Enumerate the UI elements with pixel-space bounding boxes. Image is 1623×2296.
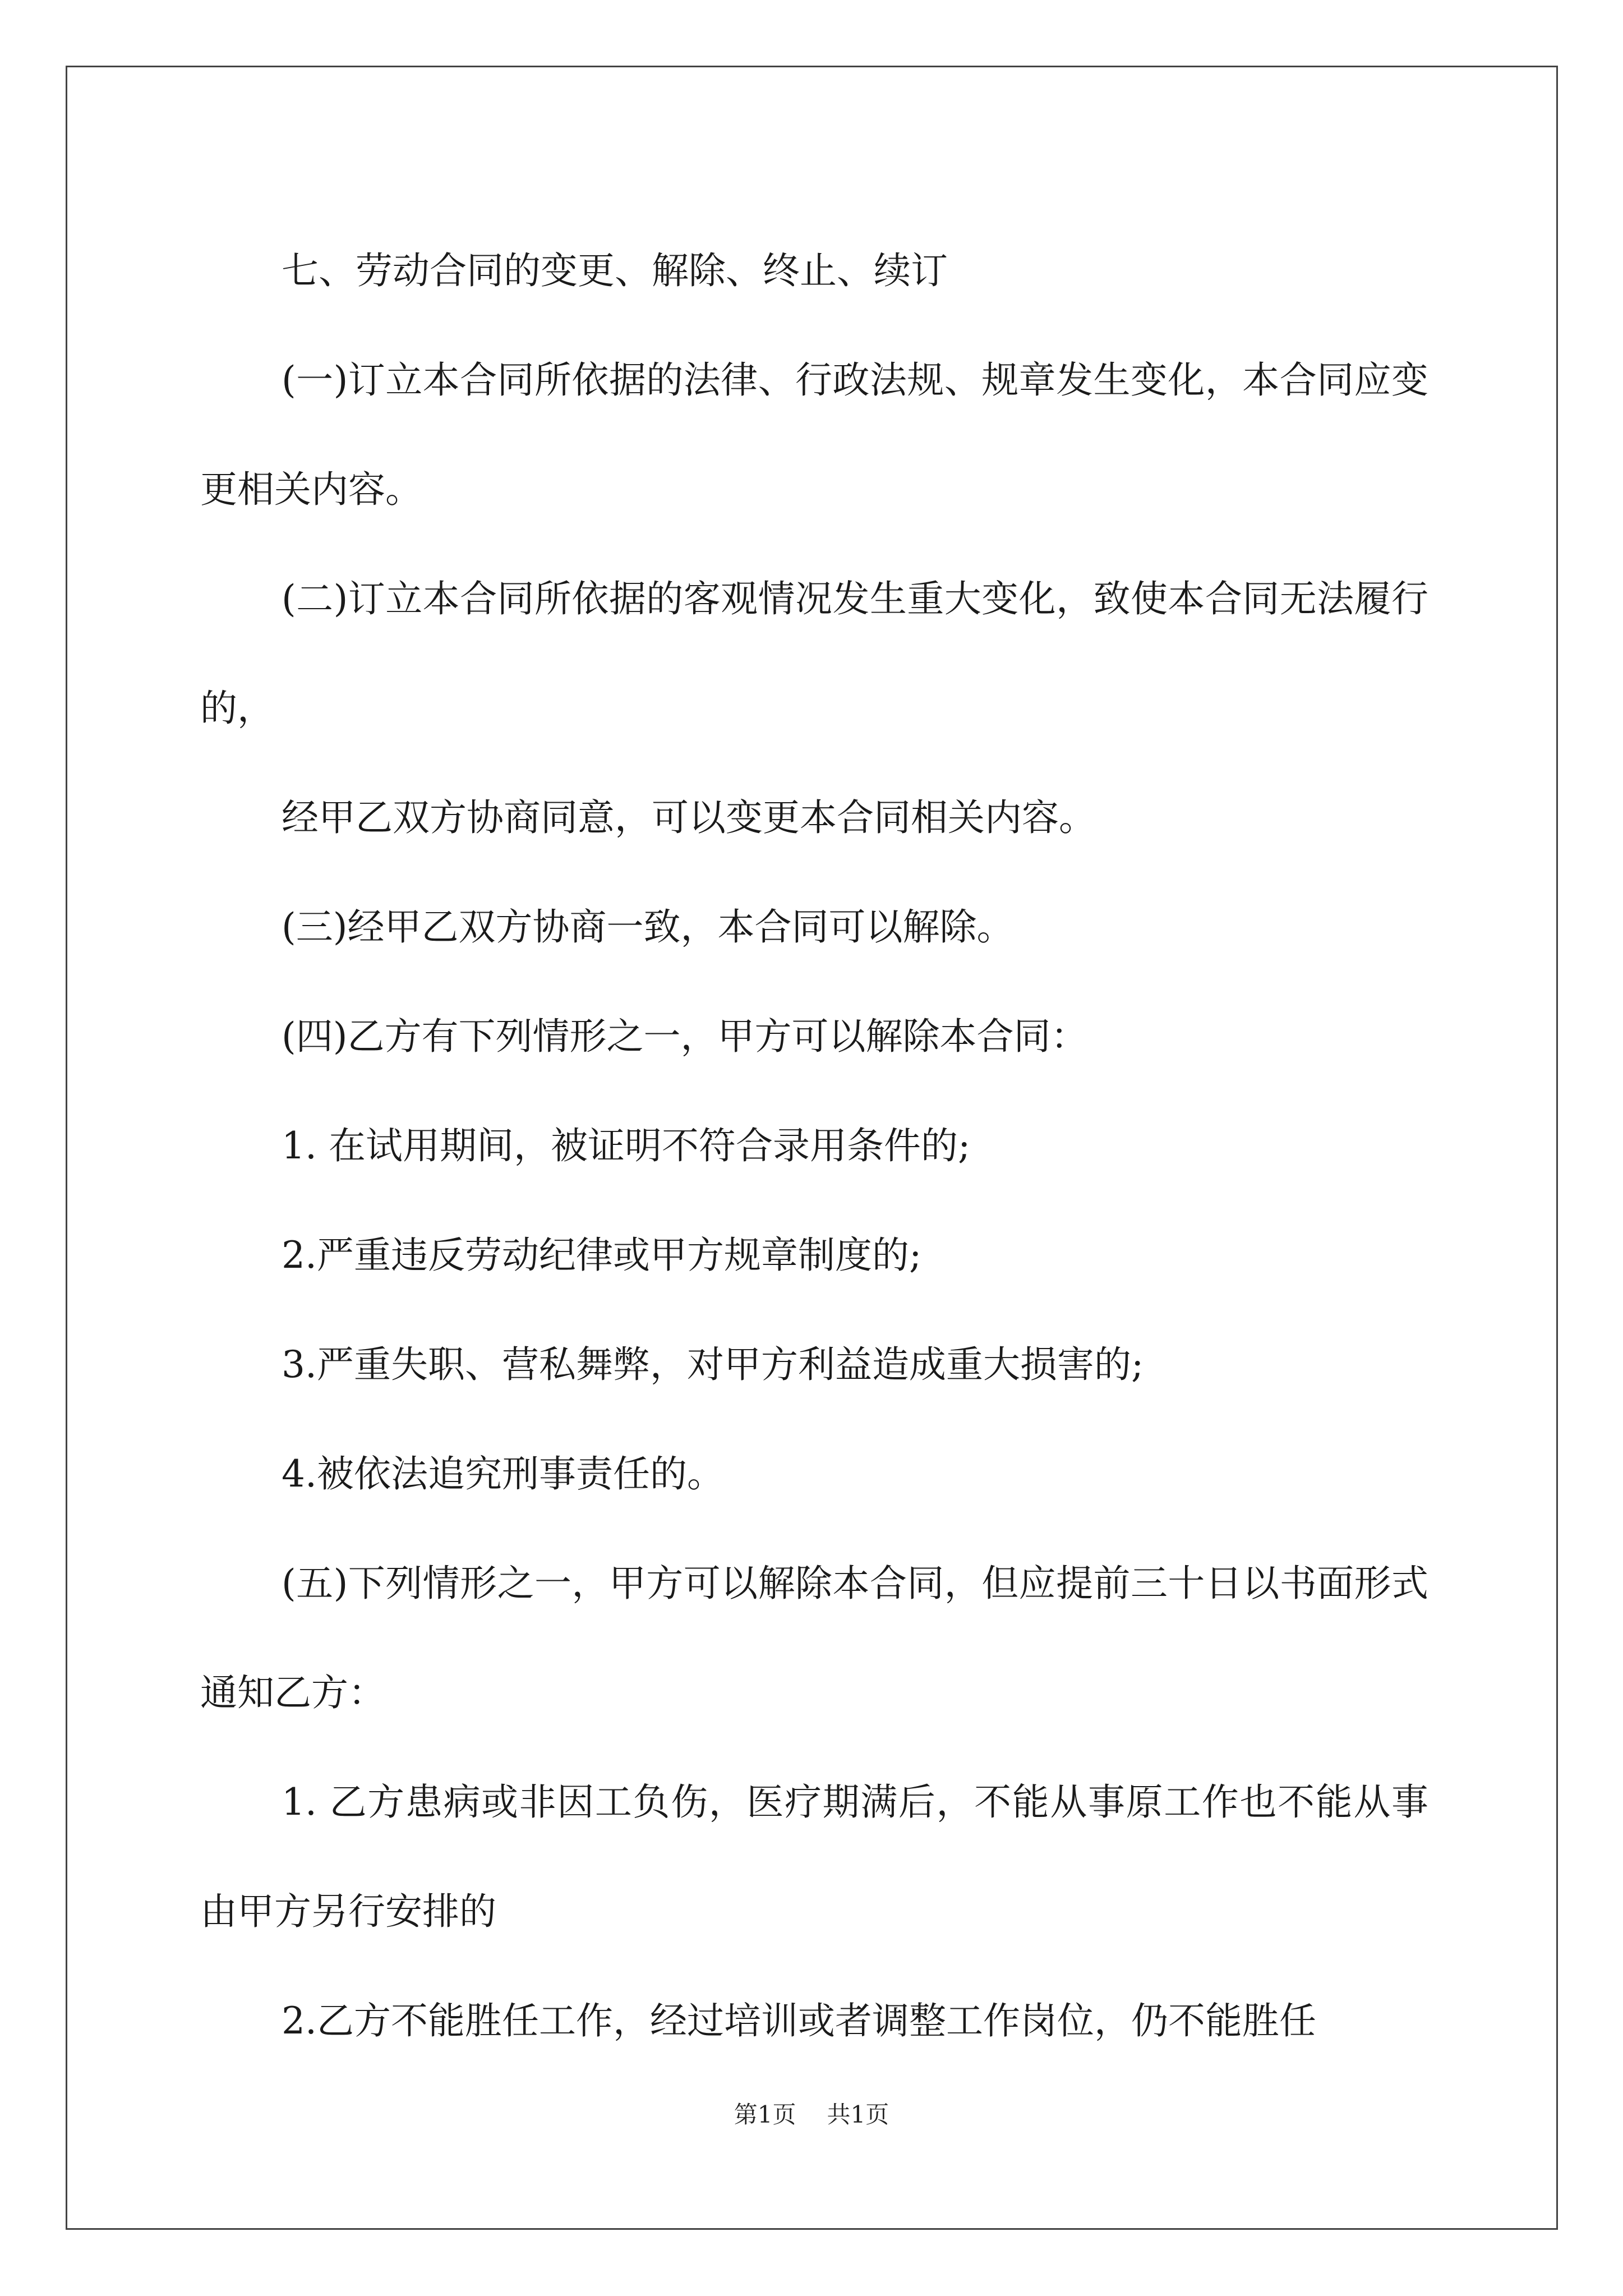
list-item: 2.严重违反劳动纪律或甲方规章制度的; xyxy=(282,1234,922,1277)
list-item: 2.乙方不能胜任工作，经过培训或者调整工作岗位，仍不能胜任 xyxy=(282,1999,1316,2042)
page-footer xyxy=(0,2098,1623,2132)
page-total: 共1页 xyxy=(827,2101,889,2128)
paragraph: (五)下列情形之一，甲方可以解除本合同，但应提前三十日以书面形式通知乙方： xyxy=(200,1562,1428,1714)
list-item: 3.严重失职、营私舞弊，对甲方利益造成重大损害的; xyxy=(282,1343,1144,1386)
list-item: 1. 在试用期间，被证明不符合录用条件的; xyxy=(282,1124,971,1167)
document-body xyxy=(200,216,1428,2076)
paragraph: (三)经甲乙双方协商一致，本合同可以解除。 xyxy=(282,905,1014,949)
list-item: 1. 乙方患病或非因工负伤，医疗期满后，不能从事原工作也不能从事由甲方另行安排的 xyxy=(200,1780,1428,1933)
section-heading: 七、劳动合同的变更、解除、终止、续订 xyxy=(282,249,948,292)
paragraph: 经甲乙双方协商同意，可以变更本合同相关内容。 xyxy=(282,796,1096,839)
page-number: 第1页 xyxy=(734,2101,796,2128)
paragraph: (四)乙方有下列情形之一，甲方可以解除本合同： xyxy=(282,1015,1088,1058)
list-item: 4.被依法追究刑事责任的。 xyxy=(282,1452,724,1496)
paragraph: (一)订立本合同所依据的法律、行政法规、规章发生变化，本合同应变更相关内容。 xyxy=(200,358,1428,511)
paragraph: (二)订立本合同所依据的客观情况发生重大变化，致使本合同无法履行的， xyxy=(200,577,1428,730)
